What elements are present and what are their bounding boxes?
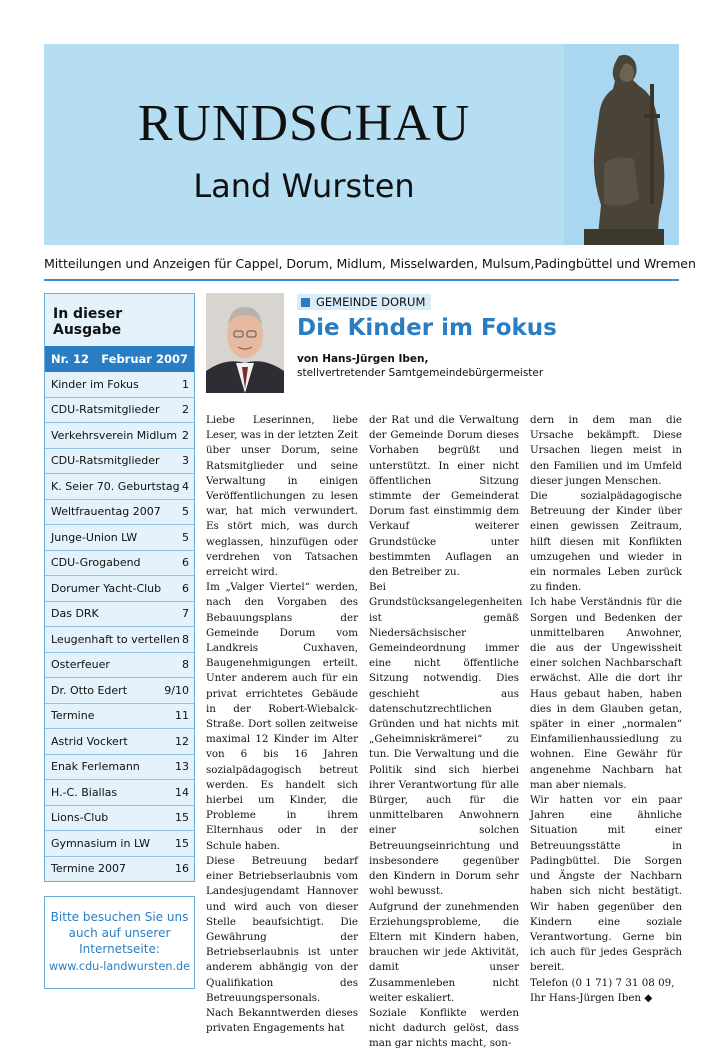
toc-item[interactable] (45, 678, 194, 704)
toc-item-page: 6 (182, 581, 189, 595)
department-label: GEMEINDE DORUM (316, 295, 426, 309)
toc-item-label: Junge-Union LW (51, 530, 138, 544)
website-link[interactable]: www.cdu-landwursten.de (48, 960, 191, 973)
toc-item-page: 16 (175, 862, 189, 876)
masthead (44, 44, 679, 245)
table-of-contents (44, 293, 195, 882)
toc-item-label: Das DRK (51, 607, 99, 621)
paragraph: Bei Grundstücksangelegenheiten ist gemäß Niedersächsischer Gemeindeordnung immer eine nicht öffentliche Sitzung notwendig. Dies geschieht aus datenschutzrechtlichen Gründen und hat nichts mit „Geheimniskrämerei“ zu tun. Die Verwaltung und die Politik sind sich hierbei ihrer Verantwortung für alle Bürger, auch für die unmittelbaren Anwohnern einer solchen Betreuungseinrichtung und insbesondere gegenüber den Kindern in Dorum sehr wohl bewusst. (369, 581, 523, 898)
toc-item-page: 12 (175, 734, 189, 748)
toc-item-label: Termine 2007 (51, 862, 126, 876)
paragraph: der Rat und die Verwaltung der Gemeinde Dorum dieses Vorhaben begrüßt und unterstützt. In einer nicht öffentlichen Sitzung stimmte der Gemeinderat Dorum fast einstimmig dem Verkauf weiterer Grundstücke unter bestimmten Auflagen an den Betreiber zu. (369, 414, 519, 579)
toc-item-label: Enak Ferlemann (51, 760, 140, 774)
issue-date: Februar 2007 (101, 352, 188, 366)
header-rule (44, 279, 679, 281)
issue-bar (45, 346, 194, 372)
toc-item-label: Astrid Vockert (51, 734, 128, 748)
toc-item-label: Lions-Club (51, 811, 109, 825)
paragraph: Diese Betreuung bedarf einer Betriebserlaubnis vom Landesjugendamt Hannover und wird auch von dieser Stelle beaufsichtigt. Die Gewährung der Betriebserlaubnis ist unter anderem abhängig von der Qualifikation des Betreuungspersonals. (206, 854, 358, 1004)
issue-number: Nr. 12 (51, 352, 90, 366)
toc-list (45, 372, 194, 881)
author-role: stellvertretender Samtgemeindebürgermeister (297, 367, 544, 379)
toc-item[interactable] (45, 653, 194, 679)
toc-item-page: 7 (182, 607, 189, 621)
toc-item-label: Termine (51, 709, 95, 723)
toc-item[interactable] (45, 831, 194, 857)
toc-item[interactable] (45, 500, 194, 526)
article-headline: Die Kinder im Fokus (297, 315, 557, 341)
square-bullet-icon (301, 298, 310, 307)
article-column-3 (530, 413, 682, 1006)
paragraph: Aufgrund der zunehmenden Erziehungsprobleme, die Eltern mit Kindern haben, brauchen wir jede Aktivität, damit unser Zusammenleben nicht weiter eskaliert. (369, 900, 519, 1004)
toc-item[interactable] (45, 525, 194, 551)
toc-item[interactable] (45, 449, 194, 475)
toc-item-page: 5 (182, 505, 189, 519)
paragraph: Liebe Leserinnen, liebe Leser, was in der letzten Zeit über unser Dorum, seine Ratsmitglieder und seine Verwaltung in einigen Veröffentlichungen zu lesen war, hat mich verwundert. Es stört mich, was durch weglassen, hinzufügen oder verdrehen von Tatsachen erreicht wird. (206, 414, 358, 579)
toc-item[interactable] (45, 755, 194, 781)
toc-item[interactable] (45, 372, 194, 398)
toc-item-page: 2 (182, 428, 189, 442)
signature: Ihr Hans-Jürgen Iben ◆ (530, 991, 653, 1004)
toc-item-page: 6 (182, 556, 189, 570)
toc-item-label: Verkehrsverein Midlum (51, 428, 178, 442)
toc-item-label: Weltfrauentag 2007 (51, 505, 161, 519)
paragraph: Wir hatten vor ein paar Jahren eine ähnliche Situation mit einer Betreuungsstätte in Padingbüttel. Die Sorgen und Ängste der Nachbarn haben sich nicht bestätigt. Wir haben gegenüber den Kindern eine soziale Verantwortung. Gerne bin ich auch für jedes Gespräch bereit. (530, 794, 682, 974)
toc-item-page: 15 (175, 836, 189, 850)
article-byline (297, 352, 543, 380)
toc-item-label: Dorumer Yacht-Club (51, 581, 162, 595)
paragraph: Im „Valger Viertel“ werden, nach den Vorgaben des Bebauungsplans der Gemeinde Dorum vom Landkreis Cuxhaven, Baugenehmigungen erteilt. Unter anderem auch für ein privat errichtetes Gebäude in der Robert-Wiebalck-Straße. Dort sollen zeitweise maximal 12 Kinder im Alter von 6 bis 16 Jahren sozialpädagogisch betreut werden. Es handelt sich hierbei um Kinder, die Probleme in ihrem Elternhaus oder in der Schule haben. (206, 581, 358, 852)
toc-item[interactable] (45, 602, 194, 628)
toc-item-page: 3 (182, 454, 189, 468)
toc-item[interactable] (45, 474, 194, 500)
toc-item-label: H.-C. Biallas (51, 785, 118, 799)
article-column-1 (206, 413, 358, 1036)
toc-item-label: CDU-Ratsmitglieder (51, 454, 160, 468)
article-column-2 (369, 413, 523, 1052)
statue-photo (564, 44, 679, 245)
toc-item[interactable] (45, 576, 194, 602)
toc-item-label: Kinder im Fokus (51, 377, 139, 391)
toc-item[interactable] (45, 423, 194, 449)
toc-item-page: 8 (182, 632, 189, 646)
toc-item-label: Osterfeuer (51, 658, 110, 672)
toc-item[interactable] (45, 627, 194, 653)
toc-item-page: 8 (182, 658, 189, 672)
paragraph: Ich habe Verständnis für die Sorgen und Bedenken der unmittelbaren Anwohner, die aus der Ungewissheit einer solchen Nachbarschaft erwächst. Alle die dort ihr Haus gebaut haben, haben dies in dem Glauben getan, später in einer „normalen“ Einfamilienhaussiedlung zu wohnen. Eine Gewähr für angenehme Nachbarn hat man aber niemals. (530, 596, 682, 791)
toc-item[interactable] (45, 780, 194, 806)
paragraph: Die sozialpädagogische Betreuung der Kinder über einen gewissen Zeitraum, hilft diesen mit Konflikten umzugehen und wieder in ein normales Leben zurück zu finden. (530, 490, 682, 594)
paragraph: dern in dem man die Ursache bekämpft. Diese Ursachen liegen meist in den Familien und im Umfeld dieser jungen Menschen. (530, 414, 682, 487)
toc-item-page: 9/10 (164, 683, 189, 697)
toc-item-label: Leugenhaft to vertellen (51, 632, 180, 646)
toc-item-page: 4 (182, 479, 189, 493)
toc-item[interactable] (45, 704, 194, 730)
toc-item-page: 11 (175, 709, 189, 723)
toc-item[interactable] (45, 806, 194, 832)
toc-item-label: K. Seier 70. Geburtstag (51, 479, 180, 493)
toc-item[interactable] (45, 857, 194, 882)
author-portrait (206, 293, 284, 393)
toc-item[interactable] (45, 729, 194, 755)
toc-item-page: 15 (175, 811, 189, 825)
website-promo (44, 896, 195, 989)
masthead-title: RUNDSCHAU (137, 95, 471, 152)
toc-item-page: 5 (182, 530, 189, 544)
masthead-tagline: Mitteilungen und Anzeigen für Cappel, Dorum, Midlum, Misselwarden, Mulsum,Padingbüttel und Wremen (44, 256, 696, 271)
toc-item-label: CDU-Grogabend (51, 556, 141, 570)
toc-item-page: 13 (175, 760, 189, 774)
promo-text: Bitte besuchen Sie uns auch auf unserer Internetseite: (50, 910, 189, 956)
author-name: von Hans-Jürgen Iben, (297, 353, 429, 365)
toc-item-page: 2 (182, 403, 189, 417)
toc-item-label: Gymnasium in LW (51, 836, 150, 850)
masthead-subtitle: Land Wursten (193, 167, 415, 205)
toc-item-page: 14 (175, 785, 189, 799)
toc-item-label: CDU-Ratsmitglieder (51, 403, 160, 417)
paragraph: Telefon (0 1 71) 7 31 08 09, (530, 976, 675, 989)
paragraph: Nach Bekanntwerden dieses privaten Engagements hat (206, 1006, 358, 1035)
toc-item[interactable] (45, 551, 194, 577)
toc-item-page: 1 (182, 377, 189, 391)
toc-item[interactable] (45, 398, 194, 424)
department-tag (297, 294, 431, 310)
toc-heading: In dieser Ausgabe (53, 306, 123, 338)
toc-item-label: Dr. Otto Edert (51, 683, 128, 697)
paragraph: Soziale Konflikte werden nicht dadurch gelöst, dass man gar nichts macht, son- (369, 1006, 519, 1050)
